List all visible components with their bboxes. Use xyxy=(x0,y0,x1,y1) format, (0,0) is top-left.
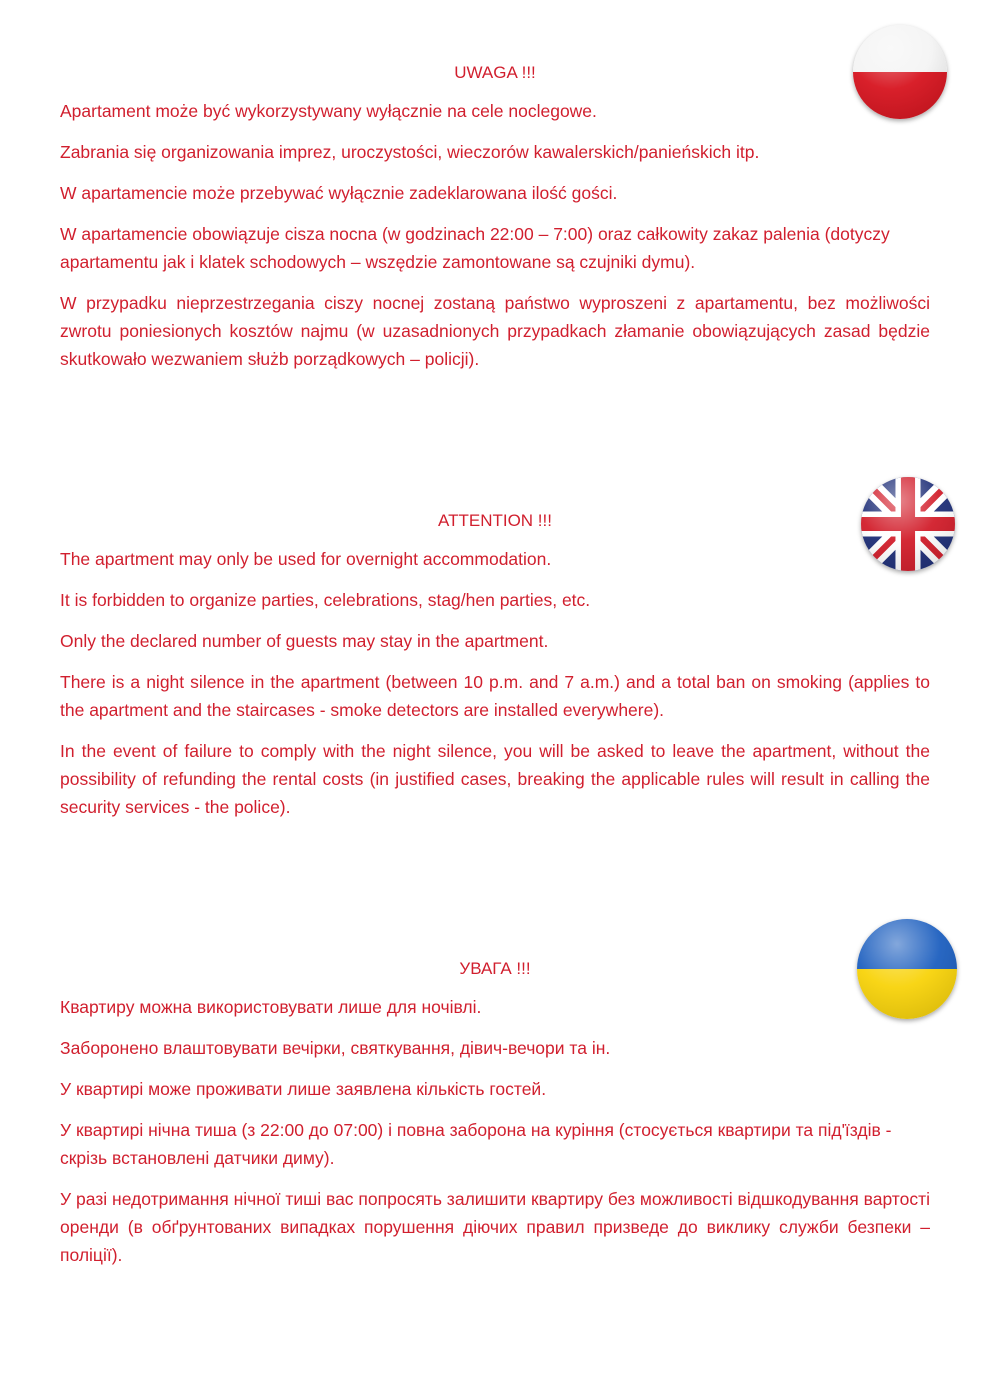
rule-paragraph: The apartment may only be used for overnight accommodation. xyxy=(60,549,552,569)
section-title: УВАГА !!! xyxy=(459,959,531,978)
rule-paragraph: W przypadku nieprzestrzegania ciszy nocnej zostaną państwo wyproszeni z apartamentu, bez możliwości zwrotu poniesionych kosztów najmu (w uzasadnionych przypadkach złamanie obowiązujących zasad będzie skutkowało wezwaniem służb porządkowych – policji). xyxy=(60,293,930,369)
section-polish xyxy=(60,62,930,386)
rule-paragraph: Заборонено влаштовувати вечірки, святкування, дівич-вечори та ін. xyxy=(60,1038,611,1058)
rule-paragraph: У квартирі нічна тиша (з 22:00 до 07:00) і повна заборона на куріння (стосується квартири та під'їздів - скрізь встановлені датчики диму). xyxy=(60,1120,892,1168)
rule-paragraph: У квартирі може проживати лише заявлена кількість гостей. xyxy=(60,1079,547,1099)
section-ukrainian xyxy=(60,958,930,1282)
rule-paragraph: Apartament może być wykorzystywany wyłącznie na cele noclegowe. xyxy=(60,101,597,121)
rule-paragraph: There is a night silence in the apartment (between 10 p.m. and 7 a.m.) and a total ban on smoking (applies to the apartment and the staircases - smoke detectors are installed everywhere). xyxy=(60,672,930,720)
rule-paragraph: Only the declared number of guests may stay in the apartment. xyxy=(60,631,549,651)
rule-paragraph: Zabrania się organizowania imprez, uroczystości, wieczorów kawalerskich/panieńskich itp. xyxy=(60,142,760,162)
section-english xyxy=(60,510,930,834)
rule-paragraph: Квартиру можна використовувати лише для ночівлі. xyxy=(60,997,482,1017)
rule-paragraph: W apartamencie obowiązuje cisza nocna (w godzinach 22:00 – 7:00) oraz całkowity zakaz palenia (dotyczy apartamentu jak i klatek schodowych – wszędzie zamontowane są czujniki dymu). xyxy=(60,224,890,272)
section-title: ATTENTION !!! xyxy=(438,511,552,530)
rule-paragraph: In the event of failure to comply with the night silence, you will be asked to leave the apartment, without the possibility of refunding the rental costs (in justified cases, breaking the applicable rules will result in calling the security services - the police). xyxy=(60,741,930,817)
rule-paragraph: У разі недотримання нічної тиші вас попросять залишити квартиру без можливості відшкодування вартості оренди (в обґрунтованих випадках порушення діючих правил призведе до виклику служби безпеки – поліції). xyxy=(60,1189,930,1265)
rule-paragraph: W apartamencie może przebywać wyłącznie zadeklarowana ilość gości. xyxy=(60,183,618,203)
rule-paragraph: It is forbidden to organize parties, celebrations, stag/hen parties, etc. xyxy=(60,590,591,610)
section-title: UWAGA !!! xyxy=(454,63,536,82)
